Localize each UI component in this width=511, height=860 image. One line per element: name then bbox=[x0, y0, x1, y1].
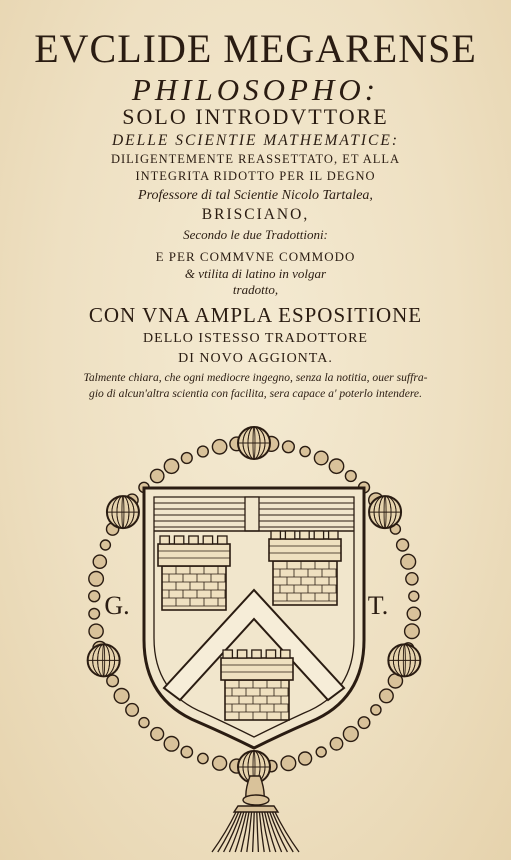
bead bbox=[89, 609, 100, 620]
tower bbox=[269, 531, 341, 605]
bead bbox=[212, 440, 226, 454]
title-line-3: SOLO INTRODVTTORE bbox=[122, 104, 389, 129]
tower bbox=[158, 536, 230, 610]
bead bbox=[406, 573, 418, 585]
initial-right: T. bbox=[367, 591, 389, 620]
bead bbox=[300, 446, 310, 456]
title-line-8: BRISCIANO, bbox=[201, 206, 310, 223]
bead bbox=[343, 727, 358, 742]
bead bbox=[405, 624, 420, 639]
title-line-14: DELLO ISTESSO TRADOTTORE bbox=[143, 331, 368, 346]
bead bbox=[93, 555, 106, 568]
bead bbox=[114, 689, 129, 704]
title-line-7: Professore di tal Scientie Nicolo Tartalea, bbox=[138, 188, 373, 203]
bead bbox=[371, 705, 381, 715]
bead bbox=[164, 459, 178, 473]
tassel-strand bbox=[257, 812, 259, 852]
orb bbox=[107, 496, 139, 528]
bead bbox=[89, 624, 103, 638]
bead bbox=[107, 675, 119, 687]
orb bbox=[238, 427, 270, 459]
title-line-13: CON VNA AMPLA ESPOSITIONE bbox=[88, 303, 423, 327]
bead bbox=[409, 591, 419, 601]
orb bbox=[388, 644, 420, 676]
bead bbox=[198, 446, 209, 457]
bead bbox=[330, 738, 342, 750]
title-line-11: & vtilita di latino in volgar bbox=[184, 266, 327, 281]
bead bbox=[316, 747, 326, 757]
title-line-2: PHILOSOPHO: bbox=[131, 72, 380, 107]
bead bbox=[283, 441, 295, 453]
orb bbox=[369, 496, 401, 528]
title-line-4: DELLE SCIENTIE MATHEMATICE: bbox=[111, 132, 400, 149]
bead bbox=[380, 689, 394, 703]
bead bbox=[329, 459, 343, 473]
title-line-15: DI NOVO AGGIONTA. bbox=[178, 351, 333, 366]
bead bbox=[181, 453, 192, 464]
bead bbox=[213, 756, 227, 770]
bead bbox=[358, 717, 370, 729]
bead bbox=[397, 539, 409, 551]
title-line-17: gio di alcun'altra scientia con facilita, sera capace a' poterlo intendere. bbox=[89, 387, 422, 400]
bead bbox=[164, 737, 179, 752]
title-line-9: Secondo le due Tradottioni: bbox=[183, 227, 328, 242]
title-line-10: E PER COMMVNE COMMODO bbox=[155, 249, 356, 264]
tassel-strand bbox=[253, 812, 255, 852]
tassel-strand bbox=[272, 812, 293, 852]
title-line-1: EVCLIDE MEGARENSE bbox=[34, 26, 477, 71]
bead bbox=[126, 704, 139, 717]
bead bbox=[281, 756, 296, 771]
bead bbox=[181, 746, 192, 757]
bead bbox=[401, 554, 416, 569]
bead bbox=[198, 753, 208, 763]
bead bbox=[314, 451, 328, 465]
tassel bbox=[212, 776, 299, 852]
bead bbox=[151, 469, 164, 482]
title-line-12: tradotto, bbox=[232, 282, 279, 297]
orb bbox=[88, 644, 120, 676]
tassel-strand bbox=[218, 812, 239, 852]
title-line-5: DILIGENTEMENTE REASSETTATO, ET ALLA bbox=[110, 152, 401, 166]
bead bbox=[407, 607, 420, 620]
initial-left: G. bbox=[104, 591, 130, 620]
bead bbox=[89, 591, 100, 602]
bead bbox=[89, 572, 104, 587]
bead bbox=[100, 540, 110, 550]
bead bbox=[299, 752, 312, 765]
bead bbox=[139, 718, 149, 728]
tower bbox=[221, 650, 293, 720]
bead bbox=[151, 728, 164, 741]
bead bbox=[345, 471, 356, 482]
title-line-6: INTEGRITA RIDOTTO PER IL DEGNO bbox=[135, 169, 376, 183]
title-line-16: Talmente chiara, che ogni mediocre ingegno, senza la notitia, ouer suffra- bbox=[83, 371, 428, 384]
